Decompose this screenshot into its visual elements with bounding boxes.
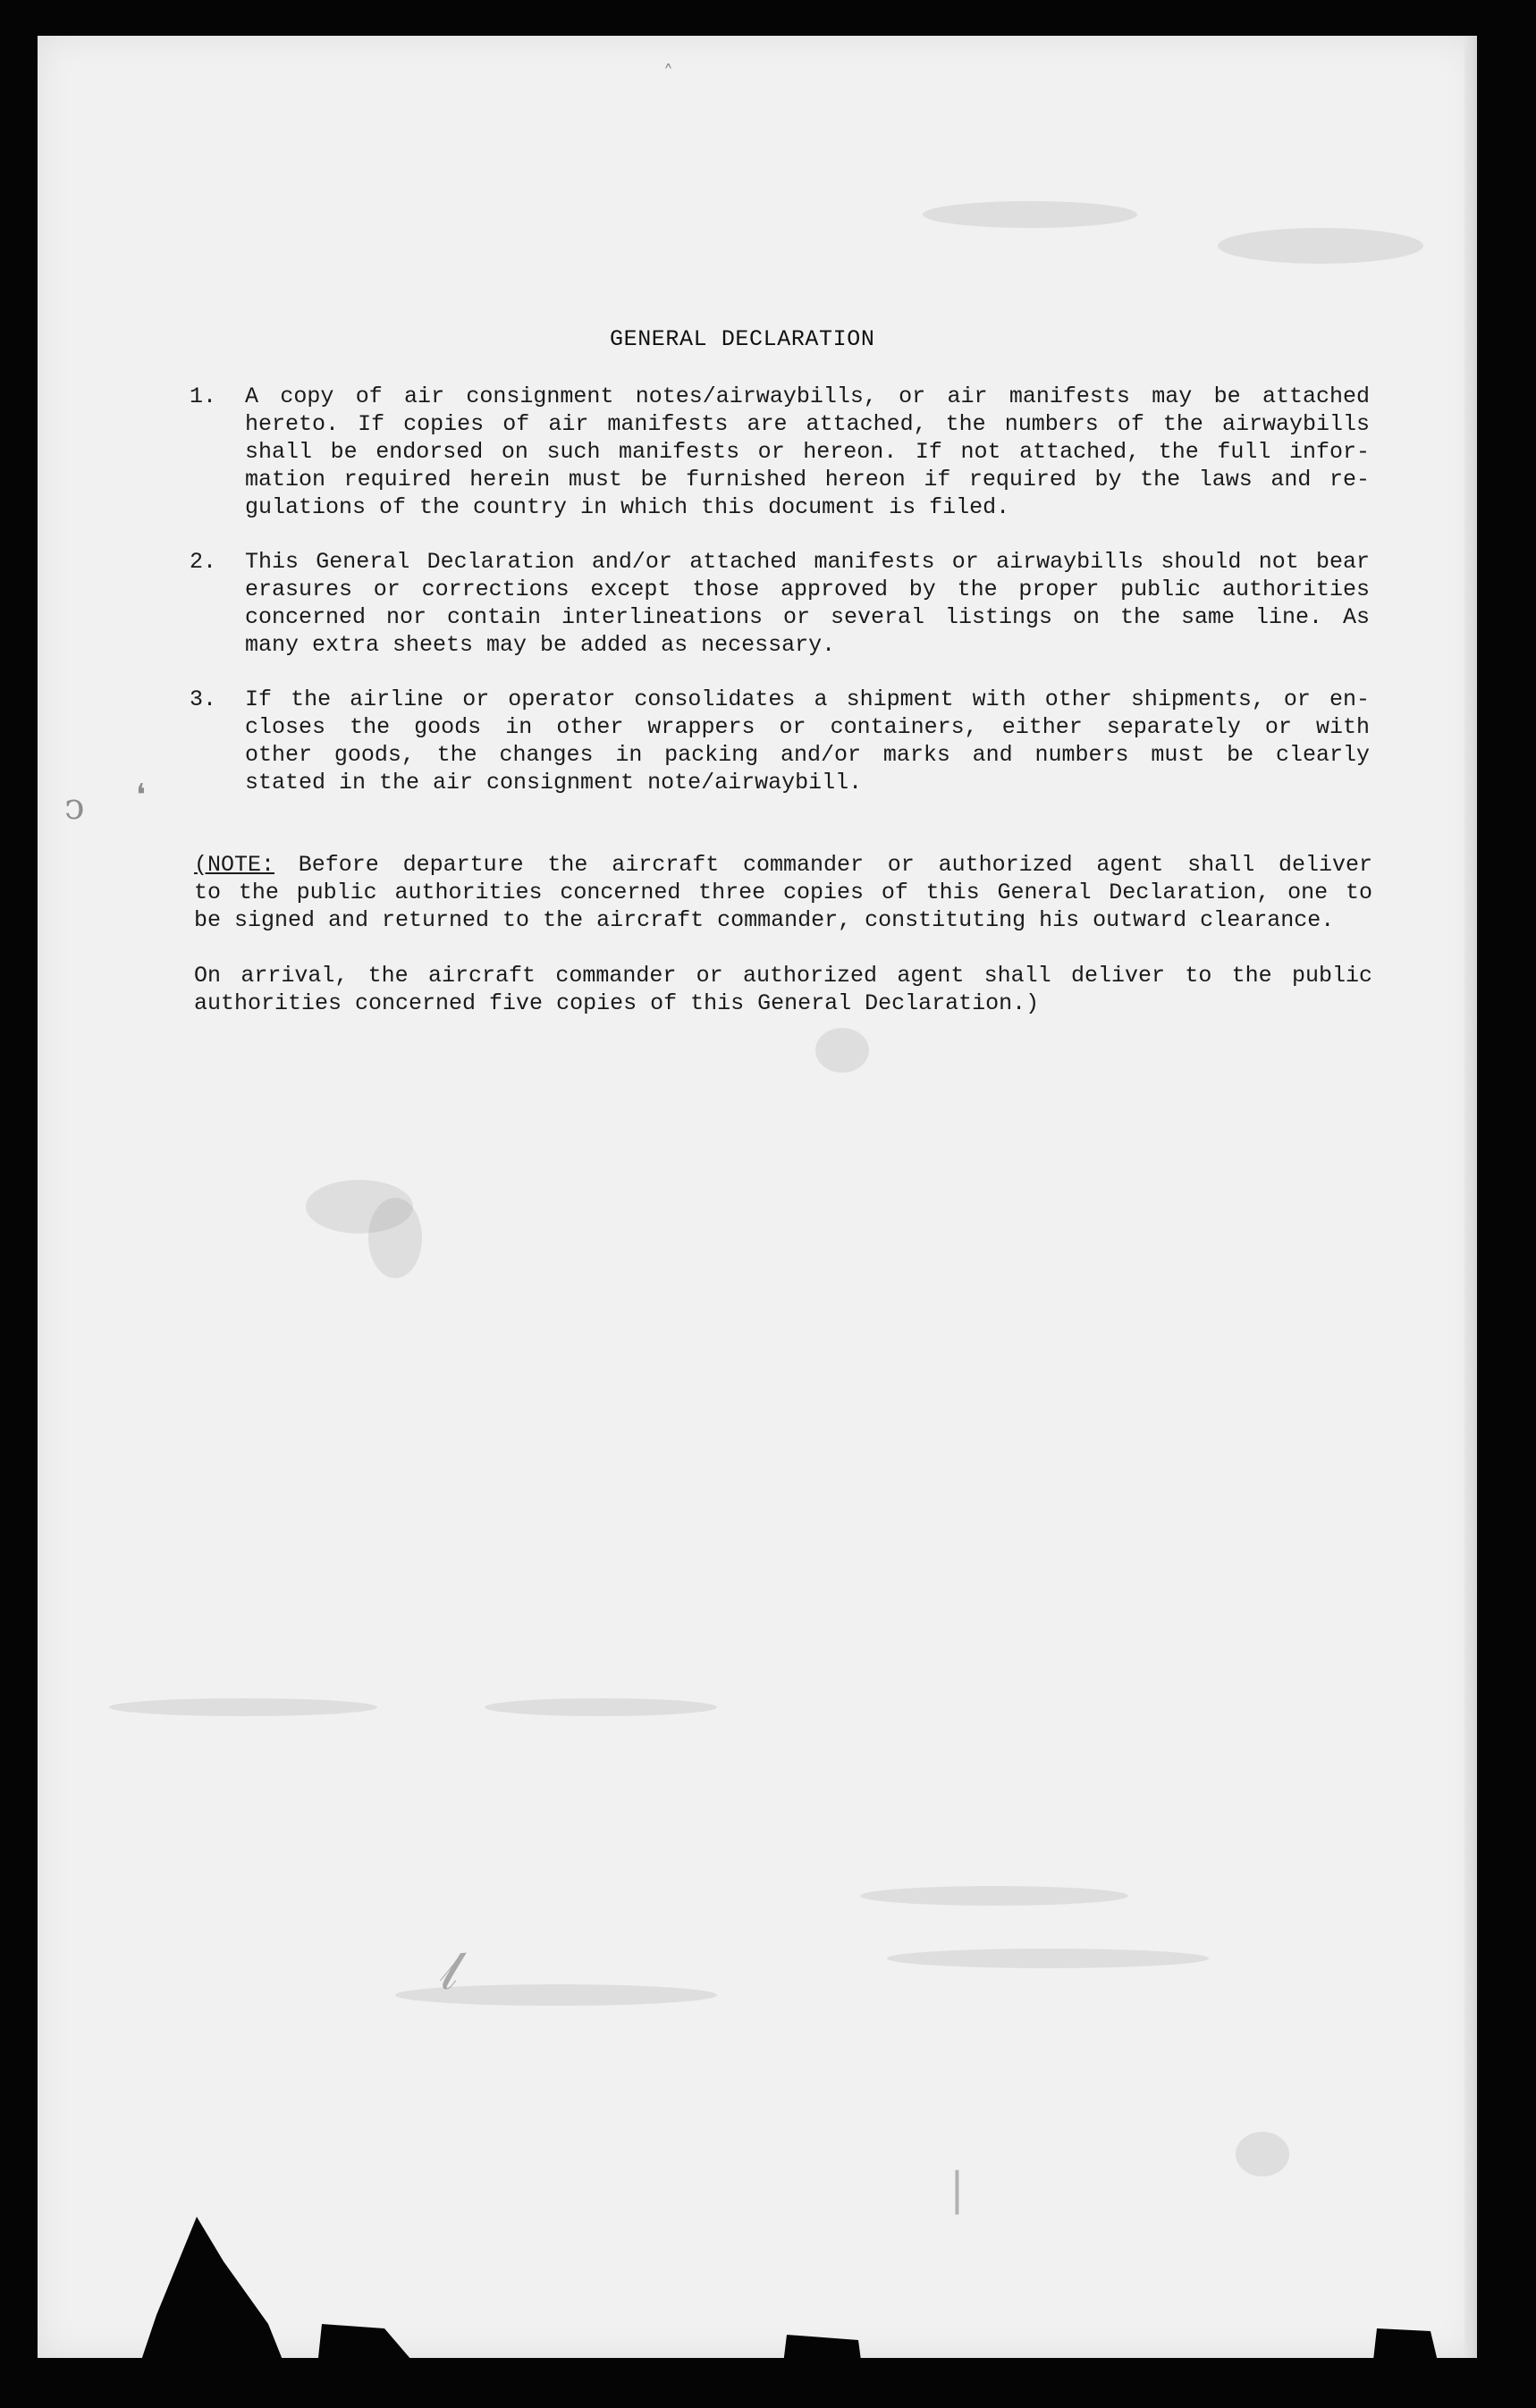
text-line: erasures or corrections except those approved by the proper public authorities bbox=[245, 577, 1370, 602]
document-title: GENERAL DECLARATION bbox=[610, 326, 875, 352]
text-line bbox=[194, 851, 1372, 879]
bleed-through-mark bbox=[887, 1949, 1209, 1968]
text-line: be signed and returned to the aircraft commander, constituting his outward clearance. bbox=[194, 907, 1335, 933]
handwritten-mark: ˄ bbox=[663, 63, 673, 85]
text-line: mation required herein must be furnished hereon if required by the laws and re- bbox=[245, 467, 1370, 493]
text-line: concerned nor contain interlineations or several listings on the same line. As bbox=[245, 604, 1370, 630]
bleed-through-mark bbox=[815, 1028, 869, 1073]
text-line: stated in the air consignment note/airwaybill. bbox=[245, 770, 863, 796]
item-text bbox=[245, 383, 1370, 521]
departure-note bbox=[194, 851, 1372, 934]
text-line: authorities concerned five copies of this General Declaration.) bbox=[194, 990, 1040, 1016]
item-text bbox=[245, 548, 1370, 659]
bleed-through-mark bbox=[1236, 2132, 1289, 2176]
text-line: closes the goods in other wrappers or containers, either separately or with bbox=[245, 714, 1370, 740]
bleed-through-mark bbox=[923, 201, 1137, 228]
text-line: other goods, the changes in packing and/or marks and numbers must be clearly bbox=[245, 742, 1370, 768]
text-line: If the airline or operator consolidates a shipment with other shipments, or en- bbox=[245, 686, 1370, 712]
handwritten-mark: ↄ bbox=[64, 787, 85, 828]
bleed-through-mark bbox=[109, 1698, 377, 1716]
text-line: This General Declaration and/or attached manifests or airwaybills should not bear bbox=[245, 549, 1370, 575]
note-label: (NOTE: bbox=[194, 852, 275, 878]
page-edge-shadow bbox=[1464, 36, 1477, 2358]
bleed-through-mark bbox=[1218, 228, 1423, 264]
document-page bbox=[38, 36, 1477, 2358]
text-line: to the public authorities concerned three copies of this General Declaration, one to bbox=[194, 880, 1372, 905]
text-line: shall be endorsed on such manifests or hereon. If not attached, the full infor- bbox=[245, 439, 1370, 465]
item-number: 3. bbox=[190, 686, 217, 712]
bleed-through-mark bbox=[368, 1198, 422, 1278]
text-line: On arrival, the aircraft commander or authorized agent shall deliver to the public bbox=[194, 963, 1372, 989]
note-first-line: Before departure the aircraft commander or authorized agent shall deliver bbox=[274, 852, 1372, 878]
item-text bbox=[245, 686, 1370, 796]
text-line: gulations of the country in which this document is filed. bbox=[245, 494, 1010, 520]
text-line: A copy of air consignment notes/airwaybills, or air manifests may be attached bbox=[245, 383, 1370, 409]
item-number: 1. bbox=[190, 383, 217, 409]
arrival-note bbox=[194, 962, 1372, 1017]
bleed-through-mark bbox=[860, 1886, 1128, 1906]
text-line: many extra sheets may be added as necessary. bbox=[245, 632, 836, 658]
handwritten-mark: | bbox=[949, 2163, 965, 2215]
item-number: 2. bbox=[190, 549, 217, 575]
handwritten-mark: ❛ bbox=[136, 778, 146, 813]
bleed-through-mark bbox=[485, 1698, 717, 1716]
handwritten-mark: 𝓁 bbox=[440, 1940, 458, 2002]
text-line: hereto. If copies of air manifests are attached, the numbers of the airwaybills bbox=[245, 411, 1370, 437]
